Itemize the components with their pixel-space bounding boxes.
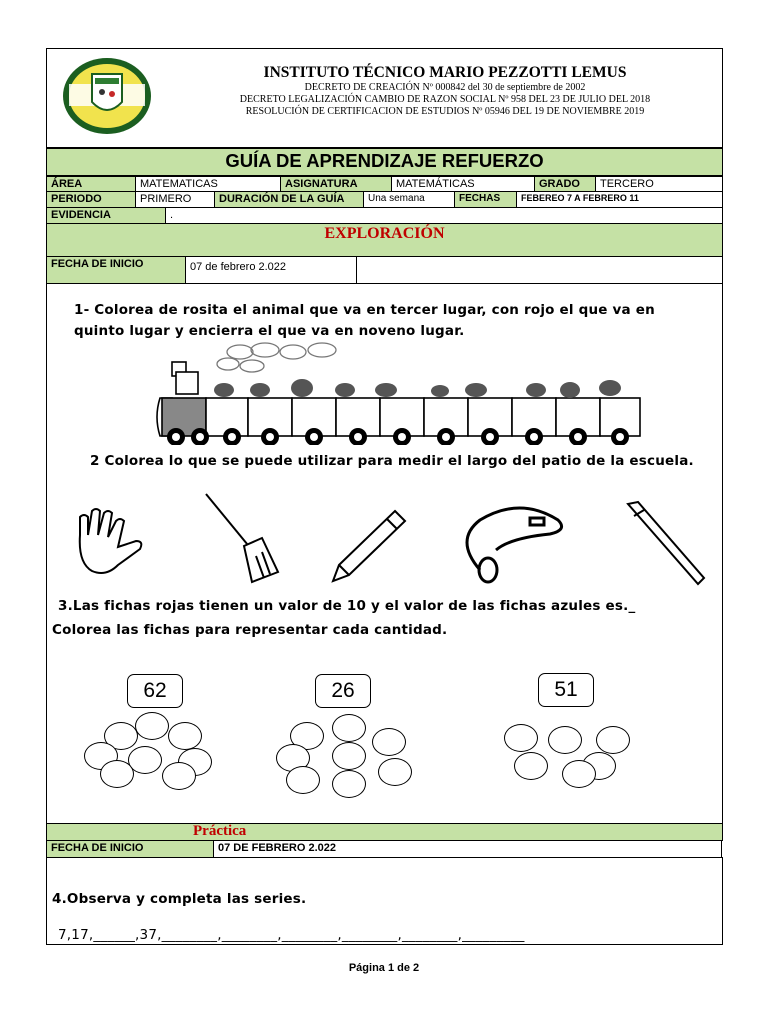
decree-line-1: DECRETO DE CREACIÓN Nº 000842 del 30 de septiembre de 2002 [304, 82, 586, 93]
duracion-label: DURACIÓN DE LA GUÍA [214, 191, 364, 208]
chip[interactable] [372, 728, 406, 756]
chip[interactable] [135, 712, 169, 740]
periodo-value: PRIMERO [135, 191, 215, 208]
chip[interactable] [286, 766, 320, 794]
asignatura-label: ASIGNATURA [280, 176, 392, 192]
duracion-value: Una semana [363, 191, 455, 208]
question-3-line-1: 3.Las fichas rojas tienen un valor de 10 y el valor de las fichas azules es._ [58, 598, 636, 614]
practica-bar [46, 823, 723, 841]
fechas-value: FEBEREO 7 A FEBRERO 11 [516, 191, 723, 208]
practica-fecha-label: FECHA DE INICIO [46, 840, 214, 858]
area-label: ÁREA [46, 176, 136, 192]
decree-line-2: DECRETO LEGALIZACIÓN CAMBIO DE RAZON SOCIAL Nº 958 DEL 23 DE JULIO DEL 2018 [239, 94, 651, 105]
pen-icon [620, 498, 710, 588]
rope-icon [450, 500, 570, 585]
grado-value: TERCERO [595, 176, 723, 192]
chip[interactable] [514, 752, 548, 780]
chip[interactable] [100, 760, 134, 788]
asignatura-value: MATEMÁTICAS [391, 176, 535, 192]
exploracion-fecha-blank [356, 256, 723, 284]
chip[interactable] [504, 724, 538, 752]
question-4: 4.Observa y completa las series. [52, 891, 307, 907]
page-number: Página 1 de 2 [348, 962, 420, 974]
question-3-line-2: Colorea las fichas para representar cada cantidad. [52, 622, 448, 638]
chip[interactable] [332, 714, 366, 742]
chip[interactable] [562, 760, 596, 788]
practica-title: Práctica [193, 823, 247, 839]
number-box-26: 26 [315, 674, 371, 708]
chip[interactable] [378, 758, 412, 786]
decree-line-3: RESOLUCIÓN DE CERTIFICACION DE ESTUDIOS Nº 05946 DEL 19 DE NOVIEMBRE 2019 [245, 106, 645, 117]
fechas-label: FECHAS [454, 191, 517, 208]
school-logo [62, 56, 152, 136]
chip[interactable] [332, 770, 366, 798]
chip[interactable] [332, 742, 366, 770]
chip[interactable] [548, 726, 582, 754]
area-value: MATEMATICAS [135, 176, 281, 192]
exploracion-fecha-value: 07 de febrero 2.022 [185, 256, 357, 284]
guide-title: GUÍA DE APRENDIZAJE REFUERZO [225, 150, 544, 171]
chip[interactable] [162, 762, 196, 790]
number-box-51: 51 [538, 673, 594, 707]
question-2: 2 Colorea lo que se puede utilizar para medir el largo del patio de la escuela. [90, 453, 694, 469]
evidencia-value: . [165, 207, 723, 224]
question-1: 1- Colorea de rosita el animal que va en tercer lugar, con rojo el que va en quinto lugar y encierra el que va en noveno lugar. [74, 302, 655, 339]
grado-label: GRADO [534, 176, 596, 192]
school-title: INSTITUTO TÉCNICO MARIO PEZZOTTI LEMUS [263, 64, 627, 81]
evidencia-label: EVIDENCIA [46, 207, 166, 224]
series-line: 7,17,______,37,________,________,________,________,________,_________ [58, 927, 525, 943]
number-box-62: 62 [127, 674, 183, 708]
exploracion-fecha-label: FECHA DE INICIO [46, 256, 186, 284]
periodo-label: PERIODO [46, 191, 136, 208]
hand-icon [70, 505, 150, 585]
practica-fecha-value: 07 DE FEBRERO 2.022 [213, 840, 722, 858]
chip[interactable] [596, 726, 630, 754]
pencil-icon [325, 505, 410, 585]
broom-icon [200, 490, 280, 585]
chip[interactable] [168, 722, 202, 750]
exploracion-title: EXPLORACIÓN [324, 225, 445, 242]
train-illustration [140, 340, 660, 445]
